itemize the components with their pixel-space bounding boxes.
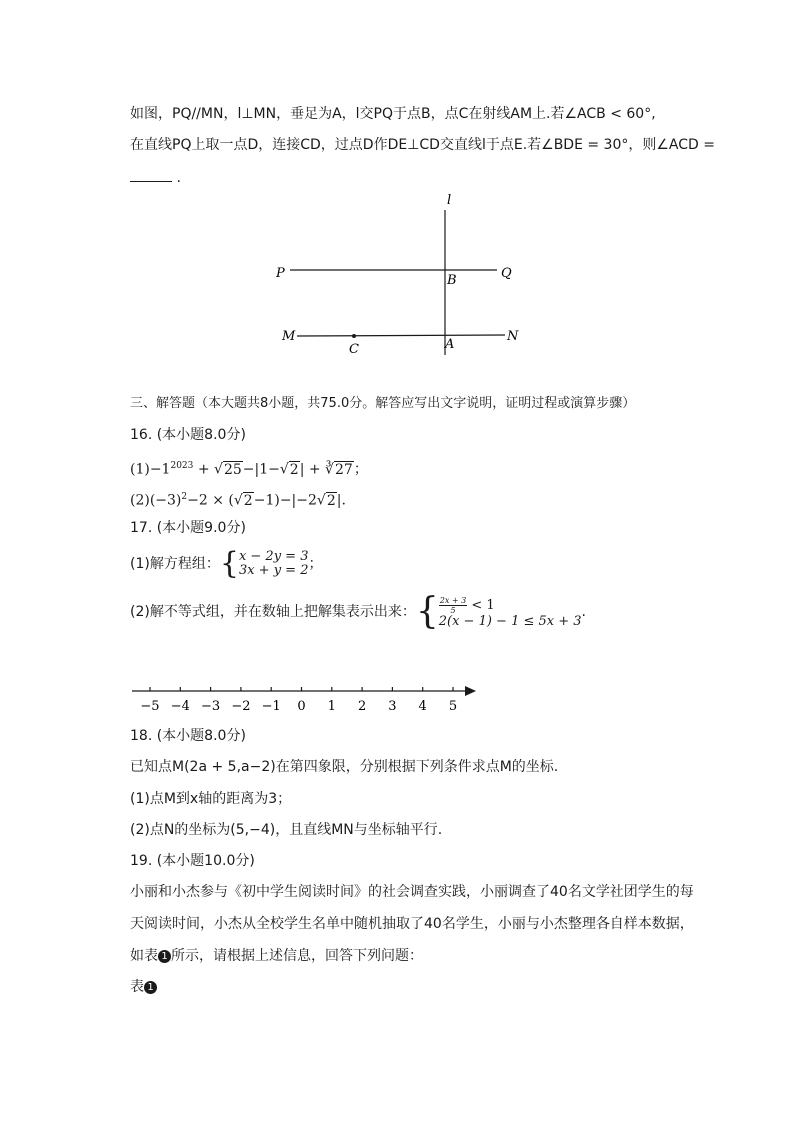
q18-header — [130, 726, 246, 746]
tick-label: 0 — [297, 699, 306, 714]
q16-part2 — [130, 487, 346, 511]
q16-p1-c: −|1−√ — [242, 461, 289, 478]
tick-label: 3 — [388, 699, 397, 714]
circled-number: 1 — [158, 950, 171, 963]
answer-blank — [130, 169, 172, 182]
brace-2: { — [415, 591, 439, 632]
q19-line2 — [130, 914, 694, 934]
q18-part1 — [130, 789, 291, 809]
q16-p2-exp: 2 — [181, 492, 188, 502]
q16-p1-exp: 2023 — [170, 461, 194, 471]
q17-p2-label: (2)解不等式组，并在数轴上把解集表示出来： — [130, 604, 416, 620]
frac-num: 2x + 3 — [439, 595, 467, 605]
tick-label: −1 — [261, 699, 281, 714]
q18-header-text: 18. (本小题8.0分) — [130, 728, 246, 744]
label-b: B — [447, 273, 457, 288]
section-title: 三、解答题（本大题共8小题，共75.0分。解答应写出文字说明，证明过程或演算步骤） — [130, 396, 636, 411]
q18-p2-text: (2)点N的坐标为(5,−4)，且直线MN与坐标轴平行. — [130, 822, 443, 838]
q16-p1-b: + √ — [193, 461, 223, 478]
q15-line2 — [130, 135, 715, 155]
q16-p1-d: | + ∛ — [299, 461, 334, 478]
q15-text-1: 如图，PQ//MN，l⊥MN，垂足为A，l交PQ于点B，点C在射线AM上.若∠ACB < 60°, — [130, 106, 656, 122]
q19-text-1: 小丽和小杰参与《初中学生阅读时间》的社会调查实践，小丽调查了40名文学社团学生的每 — [130, 884, 694, 900]
q19-line3 — [130, 946, 423, 966]
q17-header — [130, 518, 246, 538]
inequality-system — [439, 596, 582, 629]
section-heading — [130, 394, 635, 414]
ineq2: 2(x − 1) − 1 ≤ 5x + 3 — [438, 613, 582, 629]
tick-label: −5 — [140, 699, 160, 714]
q15-figure — [0, 190, 794, 370]
line-mn — [297, 335, 505, 336]
q16-part1 — [130, 456, 368, 480]
tick-label: 4 — [418, 699, 427, 714]
q19-text-3a: 如表 — [130, 948, 158, 964]
q17-p1-label: (1)解方程组： — [130, 556, 220, 572]
label-m: M — [282, 329, 296, 344]
number-line — [0, 678, 794, 718]
q19-text-2: 天阅读时间，小杰从全校学生名单中随机抽取了40名学生，小丽与小杰整理各自样本数据， — [130, 916, 694, 932]
q16-header-text: 16. (本小题8.0分) — [130, 427, 246, 443]
q19-header — [130, 851, 255, 871]
q17-p2-end: . — [581, 604, 586, 620]
q16-p1-27: 27 — [334, 461, 353, 478]
table-label-text: 表 — [130, 979, 144, 995]
q18-p1-text: (1)点M到x轴的距离为3； — [130, 791, 292, 807]
q19-table-label — [130, 977, 157, 997]
tick-label: −2 — [231, 699, 251, 714]
q18-stem — [130, 757, 558, 777]
equation-system — [239, 550, 309, 578]
ineq1-rest: < 1 — [467, 597, 495, 613]
q17-part2 — [130, 592, 586, 632]
q16-p2-a: (2)(−3) — [130, 492, 182, 509]
q16-p1-end: ； — [353, 461, 368, 478]
q17-part1 — [130, 547, 322, 581]
brace-1: { — [219, 546, 239, 581]
arrow-head-icon — [465, 686, 476, 696]
label-l: l — [447, 193, 452, 208]
q15-line3 — [130, 168, 181, 188]
table-circled-number: 1 — [144, 981, 157, 994]
label-p: P — [276, 266, 285, 281]
eq1: x − 2y = 3 — [238, 549, 309, 564]
q16-p1-a: (1)−1 — [130, 461, 171, 478]
tick-label: −4 — [170, 699, 190, 714]
q18-stem-text: 已知点M(2a + 5,a−2)在第四象限，分别根据下列条件求点M的坐标. — [130, 759, 559, 775]
q15-period: . — [176, 170, 181, 186]
ineq1 — [439, 596, 582, 615]
q19-text-3b: 所示，请根据上述信息，回答下列问题： — [171, 948, 423, 964]
ineq1-frac — [439, 596, 467, 615]
q16-p1-25: 25 — [223, 461, 242, 478]
label-a: A — [445, 337, 455, 352]
tick-label: 2 — [357, 699, 367, 714]
tick-label: 1 — [327, 699, 336, 714]
q17-header-text: 17. (本小题9.0分) — [130, 520, 246, 536]
q15-text-2: 在直线PQ上取一点D，连接CD，过点D作DE⊥CD交直线l于点E.若∠BDE = 30°，则∠ACD = — [130, 137, 715, 153]
q15-line1 — [130, 104, 656, 124]
q16-p2-2b: 2 — [326, 492, 336, 509]
point-c — [352, 334, 356, 338]
label-c: C — [349, 342, 359, 357]
eq2: 3x + y = 2 — [238, 563, 309, 578]
q17-p1-end: ； — [308, 556, 323, 572]
tick-label: −3 — [201, 699, 221, 714]
q16-p2-b: −2 × (√ — [187, 492, 243, 509]
q16-header — [130, 425, 246, 445]
q16-p2-end: |. — [336, 492, 346, 509]
q19-header-text: 19. (本小题10.0分) — [130, 853, 255, 869]
label-n: N — [507, 329, 519, 344]
q16-p2-2a: 2 — [243, 492, 253, 509]
tick-label: 5 — [448, 699, 458, 714]
q19-line1 — [130, 882, 694, 902]
label-q: Q — [501, 266, 512, 281]
q16-p1-2: 2 — [289, 461, 299, 478]
q16-p2-c: −1)−|−2√ — [253, 492, 326, 509]
frac-den: 5 — [450, 605, 456, 615]
q18-part2 — [130, 820, 442, 840]
